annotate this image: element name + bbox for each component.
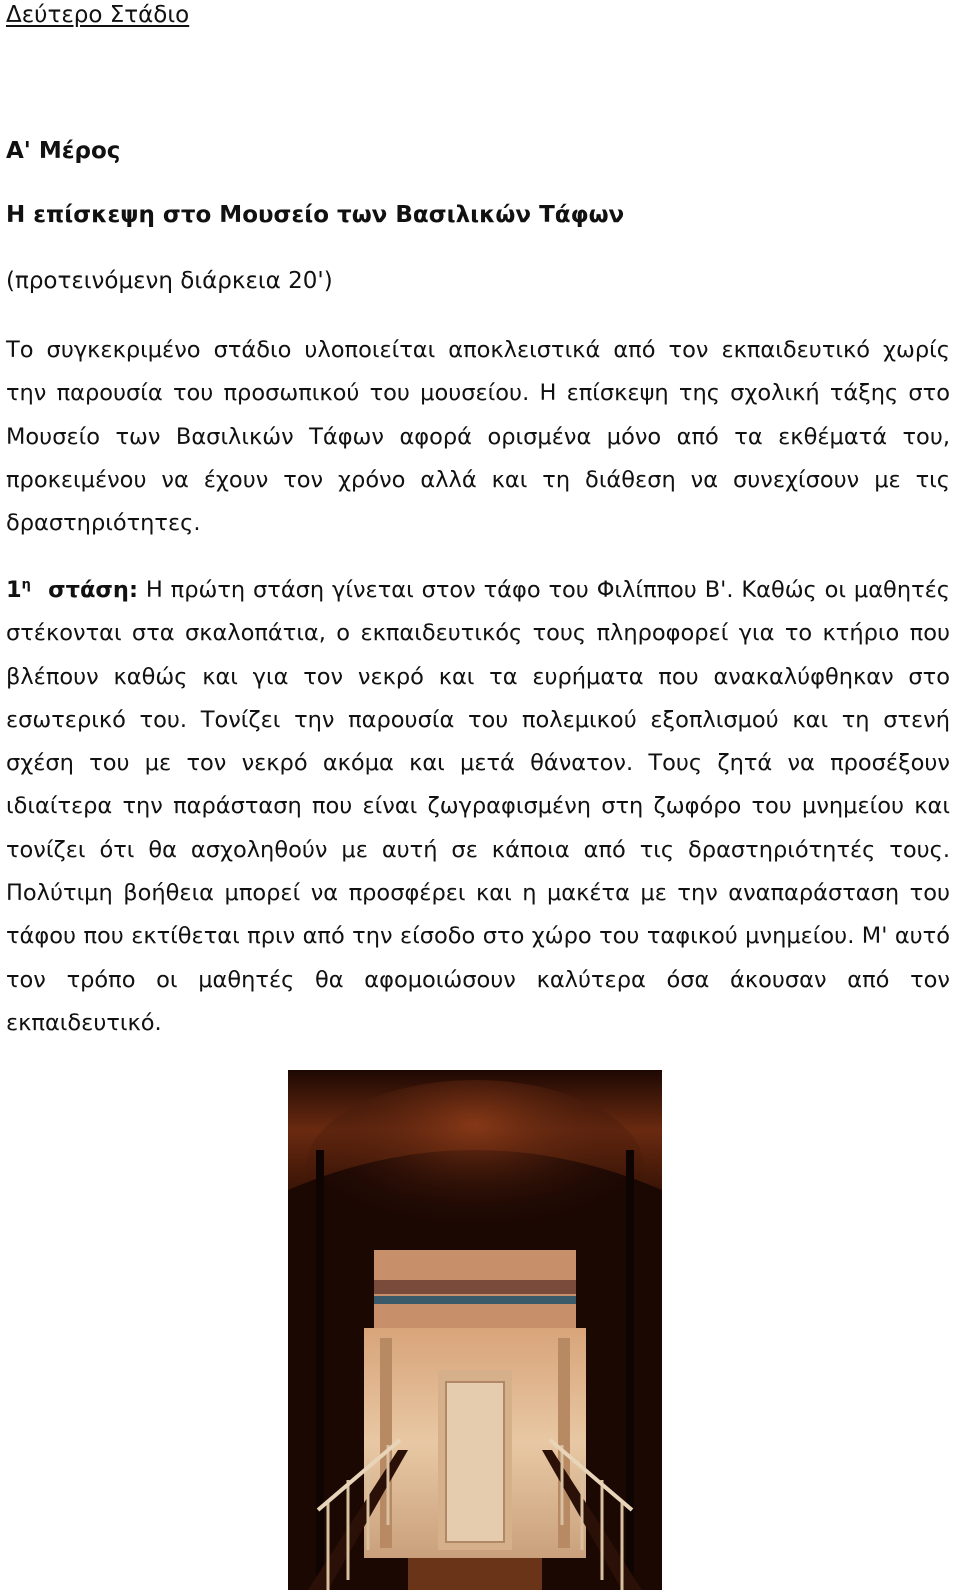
part-title: Α' Μέρος (6, 138, 121, 164)
stage-title: Δεύτερο Στάδιο (6, 2, 190, 28)
duration-note: (προτεινόμενη διάρκεια 20') (6, 268, 333, 294)
stop-number: 1 (6, 577, 22, 603)
first-stop-paragraph (6, 569, 950, 1045)
stop-label (6, 577, 138, 603)
stop-word: στάση: (48, 577, 138, 603)
first-stop-text: Η πρώτη στάση γίνεται στον τάφο του Φιλίππου Β'. Καθώς οι μαθητές στέκονται στα σκαλοπάτια, ο εκπαιδευτικός τους πληροφορεί για το κτήριο που βλέπουν καθώς και για τον νεκρό και τα ευρήματα που ανακαλύφθηκαν στο εσωτερικό του. Τονίζει την παρουσία του πολεμικού εξοπλισμού και τη στενή σχέση του με τον νεκρό ακόμα και μετά θάνατον. Τους ζητά να προσέξουν ιδιαίτερα την παράσταση που είναι ζωγραφισμένη στη ζωφόρο του μνημείου και τονίζει ότι θα ασχοληθούν με αυτή σε κάποια από τις δραστηριότητές τους. Πολύτιμη βοήθεια μπορεί να προσφέρει και η μακέτα με την αναπαράσταση του τάφου που εκτίθεται πριν από την είσοδο στο χώρο του ταφικού μνημείου. Μ' αυτό τον τρόπο οι μαθητές θα αφομοιώσουν καλύτερα όσα άκουσαν από τον εκπαιδευτικό. (6, 577, 950, 1036)
visit-title: Η επίσκεψη στο Μουσείο των Βασιλικών Τάφων (6, 202, 625, 228)
stop-superscript: η (21, 577, 31, 593)
tomb-photo-icon (288, 1070, 662, 1590)
intro-paragraph: Το συγκεκριμένο στάδιο υλοποιείται αποκλειστικά από τον εκπαιδευτικό χωρίς την παρουσία του προσωπικού του μουσείου. Η επίσκεψη της σχολική τάξης στο Μουσείο των Βασιλικών Τάφων αφορά ορισμένα μόνο από τα εκθέματά του, προκειμένου να έχουν τον χρόνο αλλά και τη διάθεση να συνεχίσουν με τις δραστηριότητες. (6, 337, 950, 537)
